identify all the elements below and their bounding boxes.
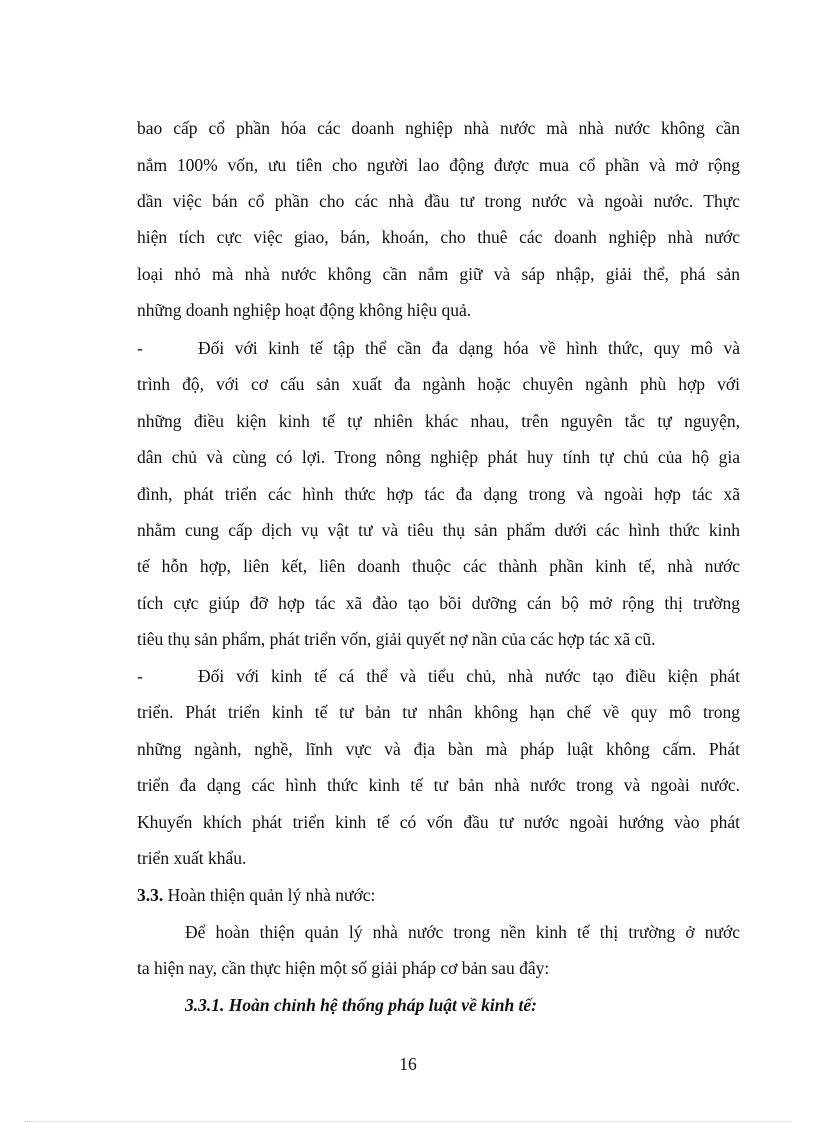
bullet-line: những điều kiện kinh tế tự nhiên khác nhau, trên nguyên tắc tự nguyện, [137, 411, 740, 431]
bullet-line: những ngành, nghề, lĩnh vực và địa bàn mà pháp luật không cấm. Phát [137, 739, 740, 759]
paragraph-line: nắm 100% vốn, ưu tiên cho người lao động được mua cổ phần và mở rộng [137, 155, 740, 175]
section-heading [137, 877, 740, 913]
page-number: 16 [399, 1054, 417, 1074]
paragraph-line: loại nhỏ mà nhà nước không cần nắm giữ và sáp nhập, giải thể, phá sản [137, 264, 740, 284]
bullet-marker: - [137, 666, 143, 686]
subsection-heading: 3.3.1. Hoàn chỉnh hệ thống pháp luật về kinh tế: [185, 995, 538, 1015]
bullet-line: tiêu thụ sản phẩm, phát triển vốn, giải quyết nợ nần của các hợp tác xã cũ. [137, 629, 656, 649]
bullet-line: Đối với kinh tế tập thể cần đa dạng hóa về hình thức, quy mô và [198, 338, 740, 358]
section-title: Hoàn thiện quản lý nhà nước: [167, 885, 376, 905]
section-intro-line: ta hiện nay, cần thực hiện một số giải pháp cơ bản sau đây: [137, 958, 550, 978]
bullet-line: triển đa dạng các hình thức kinh tế tư bản nhà nước trong và ngoài nước. [137, 775, 740, 795]
paragraph-line: dần việc bán cổ phần cho các nhà đầu tư trong nước và ngoài nước. Thực [137, 191, 740, 211]
bullet-line: triển xuất khẩu. [137, 848, 247, 868]
bullet-line: nhằm cung cấp dịch vụ vật tư và tiêu thụ sản phẩm dưới các hình thức kinh [137, 520, 740, 540]
bullet-line: Đối với kinh tế cá thể và tiểu chủ, nhà nước tạo điều kiện phát [198, 666, 740, 686]
page-bottom-rule [24, 1121, 792, 1122]
paragraph-line: bao cấp cổ phần hóa các doanh nghiệp nhà nước mà nhà nước không cần [137, 118, 740, 138]
bullet-line: tích cực giúp đỡ hợp tác xã đào tạo bồi dưỡng cán bộ mở rộng thị trường [137, 593, 740, 613]
bullet-marker: - [137, 338, 143, 358]
bullet-line: tế hỗn hợp, liên kết, liên doanh thuộc các thành phần kinh tế, nhà nước [137, 556, 740, 576]
paragraph-line: hiện tích cực việc giao, bán, khoán, cho thuê các doanh nghiệp nhà nước [137, 227, 740, 247]
bullet-line: đình, phát triển các hình thức hợp tác đa dạng trong và ngoài hợp tác xã [137, 484, 740, 504]
section-number: 3.3. [137, 885, 164, 905]
bullet-line: Khuyến khích phát triển kinh tế có vốn đầu tư nước ngoài hướng vào phát [137, 812, 740, 832]
bullet-line: dân chủ và cùng có lợi. Trong nông nghiệp phát huy tính tự chủ của hộ gia [137, 447, 740, 467]
paragraph-line: những doanh nghiệp hoạt động không hiệu quả. [137, 300, 472, 320]
bullet-line: triển. Phát triển kinh tế tư bản tư nhân không hạn chế về quy mô trong [137, 702, 740, 722]
section-intro-line: Để hoàn thiện quản lý nhà nước trong nền kinh tế thị trường ở nước [185, 922, 740, 942]
bullet-line: trình độ, với cơ cấu sản xuất đa ngành hoặc chuyên ngành phù hợp với [137, 374, 740, 394]
